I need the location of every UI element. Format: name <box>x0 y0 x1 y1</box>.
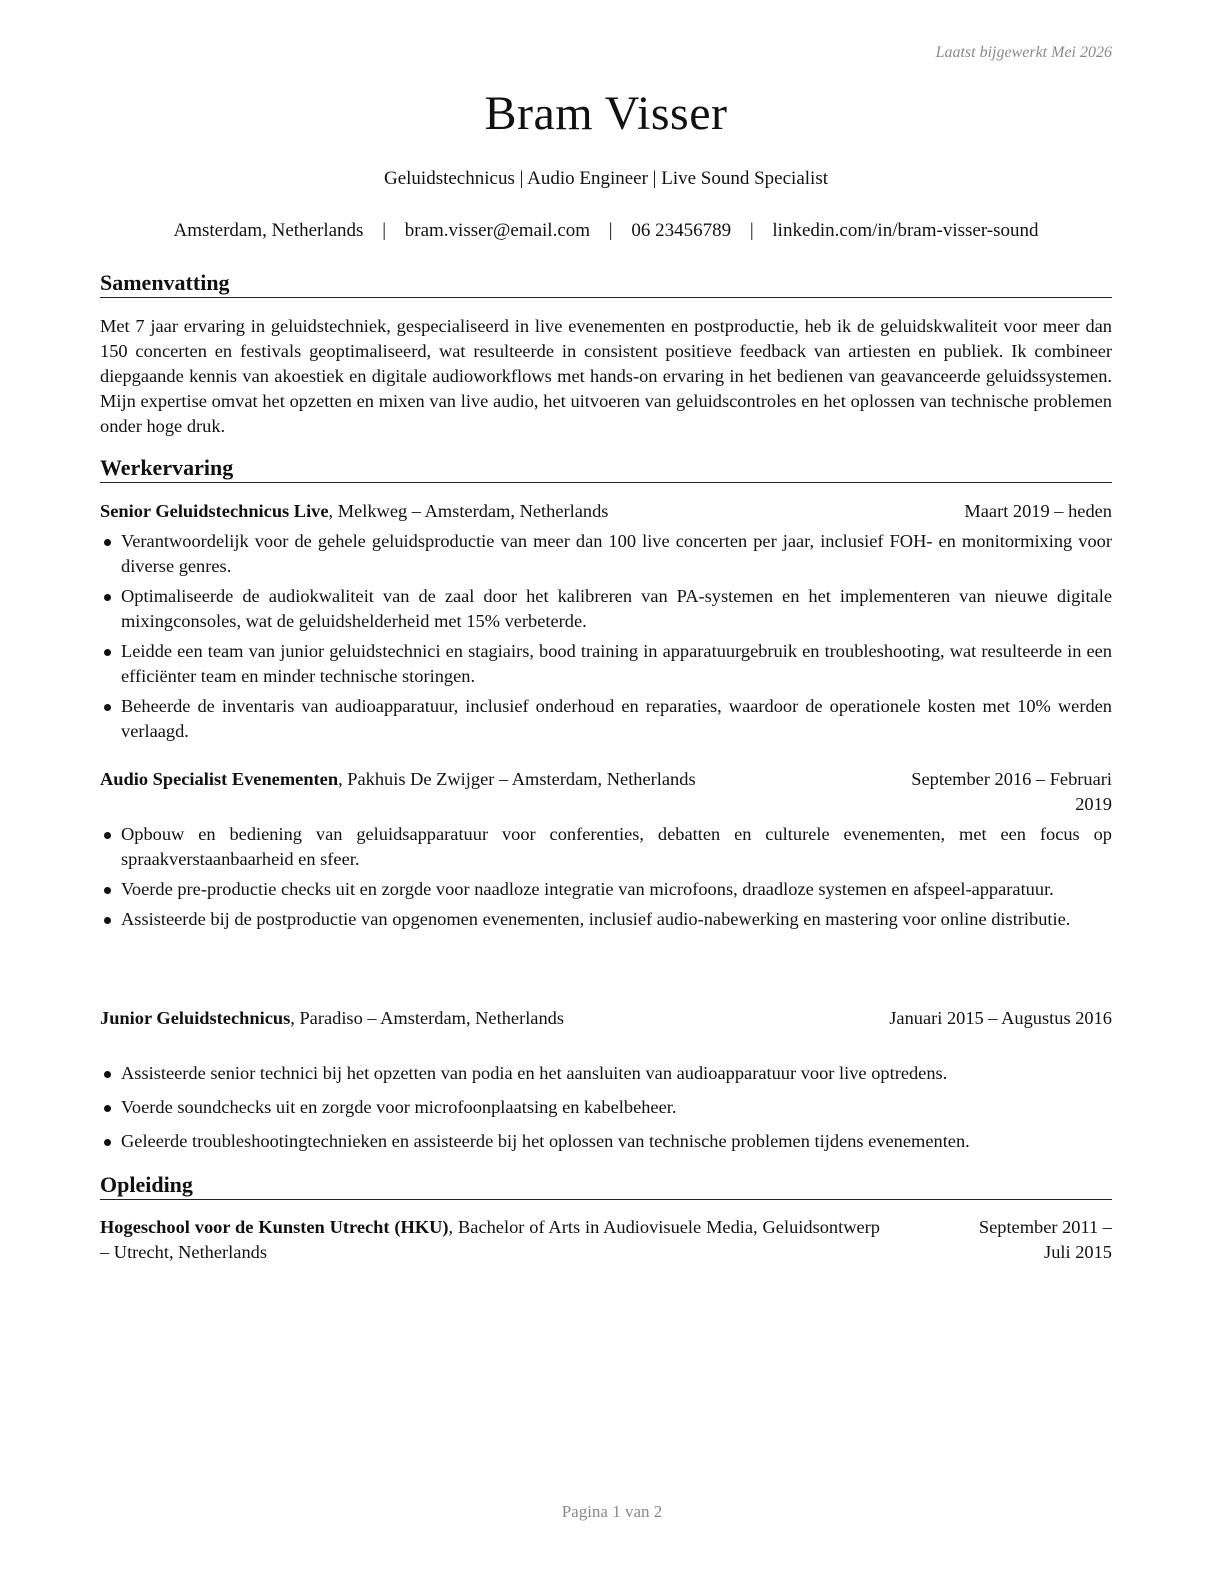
job-role: Junior Geluidstechnicus <box>100 1008 291 1028</box>
job-bullet-list <box>100 822 1112 932</box>
candidate-name: Bram Visser <box>484 87 728 140</box>
last-updated-note: Laatst bijgewerkt Mei 2026 <box>935 44 1112 61</box>
contact-location: Amsterdam, Netherlands <box>173 220 364 241</box>
education-school: Hogeschool voor de Kunsten Utrecht (HKU) <box>100 1217 449 1237</box>
section-title-education: Opleiding <box>100 1172 1112 1200</box>
education-degree: , Bachelor of Arts in Audiovisuele Media, Geluidsontwerp – Utrecht, Netherlands <box>100 1217 880 1262</box>
section-title-summary: Samenvatting <box>100 270 1112 298</box>
job-entry <box>100 1006 1112 1154</box>
education-entry <box>100 1215 1112 1265</box>
education-header <box>100 1215 1112 1265</box>
page-number: Pagina 1 van 2 <box>561 1502 663 1521</box>
section-title-experience: Werkervaring <box>100 455 1112 483</box>
job-title-line <box>100 1006 564 1031</box>
job-bullet-list <box>100 1061 1112 1154</box>
job-entry <box>100 767 1112 932</box>
job-bullet: Leidde een team van junior geluidstechnici en stagiairs, bood training in apparatuurgebruik en troubleshooting, wat resulteerde in een efficiënter team en minder technische storingen. <box>100 639 1112 689</box>
contact-separator: | <box>749 220 754 241</box>
job-organization: , Paradiso – Amsterdam, Netherlands <box>290 1008 565 1028</box>
job-title-line <box>100 767 696 792</box>
job-dates: Januari 2015 – Augustus 2016 <box>889 1008 1112 1028</box>
contact-line <box>100 220 1112 242</box>
job-bullet: Verantwoordelijk voor de gehele geluidsproductie van meer dan 100 live concerten per jaar, inclusief FOH- en monitormixing voor diverse genres. <box>100 529 1112 579</box>
job-bullet: Optimaliseerde de audiokwaliteit van de zaal door het kalibreren van PA-systemen en het implementeren van nieuwe digitale mixingconsoles, wat de geluidshelderheid met 15% verbeterde. <box>100 584 1112 634</box>
job-bullet: Assisteerde bij de postproductie van opgenomen evenementen, inclusief audio-nabewerking en mastering voor online distributie. <box>100 907 1112 932</box>
contact-email[interactable]: bram.visser@email.com <box>404 220 591 241</box>
job-header <box>100 1006 1112 1056</box>
contact-linkedin[interactable]: linkedin.com/in/bram-visser-sound <box>772 220 1039 241</box>
job-bullet-list <box>100 529 1112 744</box>
job-dates: September 2016 – Februari 2019 <box>911 769 1112 814</box>
job-title-line <box>100 499 608 524</box>
job-bullet: Opbouw en bediening van geluidsapparatuur voor conferenties, debatten en culturele evenementen, met een focus op spraakverstaanbaarheid en sfeer. <box>100 822 1112 872</box>
contact-phone[interactable]: 06 23456789 <box>631 220 732 241</box>
contact-separator: | <box>382 220 386 241</box>
job-dates: Maart 2019 – heden <box>964 501 1112 521</box>
job-bullet: Beheerde de inventaris van audioapparatuur, inclusief onderhoud en reparaties, waardoor de operationele kosten met 10% werden verlaagd. <box>100 694 1112 744</box>
job-bullet: Voerde soundchecks uit en zorgde voor microfoonplaatsing en kabelbeheer. <box>100 1095 1112 1120</box>
education-dates: September 2011 – Juli 2015 <box>978 1217 1112 1262</box>
job-bullet: Voerde pre-productie checks uit en zorgde voor naadloze integratie van microfoons, draadloze systemen en afspeel-apparatuur. <box>100 877 1112 902</box>
education-title-line <box>100 1215 880 1265</box>
job-organization: , Pakhuis De Zwijger – Amsterdam, Netherlands <box>338 769 696 789</box>
job-role: Senior Geluidstechnicus Live <box>100 501 329 521</box>
job-header <box>100 767 1112 817</box>
job-header <box>100 499 1112 524</box>
job-role: Audio Specialist Evenementen <box>100 769 339 789</box>
job-bullet: Geleerde troubleshootingtechnieken en assisteerde bij het oplossen van technische problemen tijdens evenementen. <box>100 1129 1112 1154</box>
contact-separator: | <box>608 220 613 241</box>
job-organization: , Melkweg – Amsterdam, Netherlands <box>328 501 609 521</box>
job-bullet: Assisteerde senior technici bij het opzetten van podia en het aansluiten van audioapparatuur voor live optredens. <box>100 1061 1112 1086</box>
job-entry <box>100 499 1112 744</box>
summary-text: Met 7 jaar ervaring in geluidstechniek, gespecialiseerd in live evenementen en postproductie, heb ik de geluidskwaliteit voor meer dan 150 concerten en festivals geoptimaliseerd, wat resulteerde in consistent positieve feedback van artiesten en publiek. Ik combineer diepgaande kennis van akoestiek en digitale audioworkflows met hands-on ervaring in het bedienen van geavanceerde geluidssystemen. Mijn expertise omvat het opzetten en mixen van live audio, het uitvoeren van geluidscontroles en het oplossen van technische problemen onder hoge druk. <box>100 316 1112 436</box>
tagline: Geluidstechnicus | Audio Engineer | Live Sound Specialist <box>383 168 828 189</box>
